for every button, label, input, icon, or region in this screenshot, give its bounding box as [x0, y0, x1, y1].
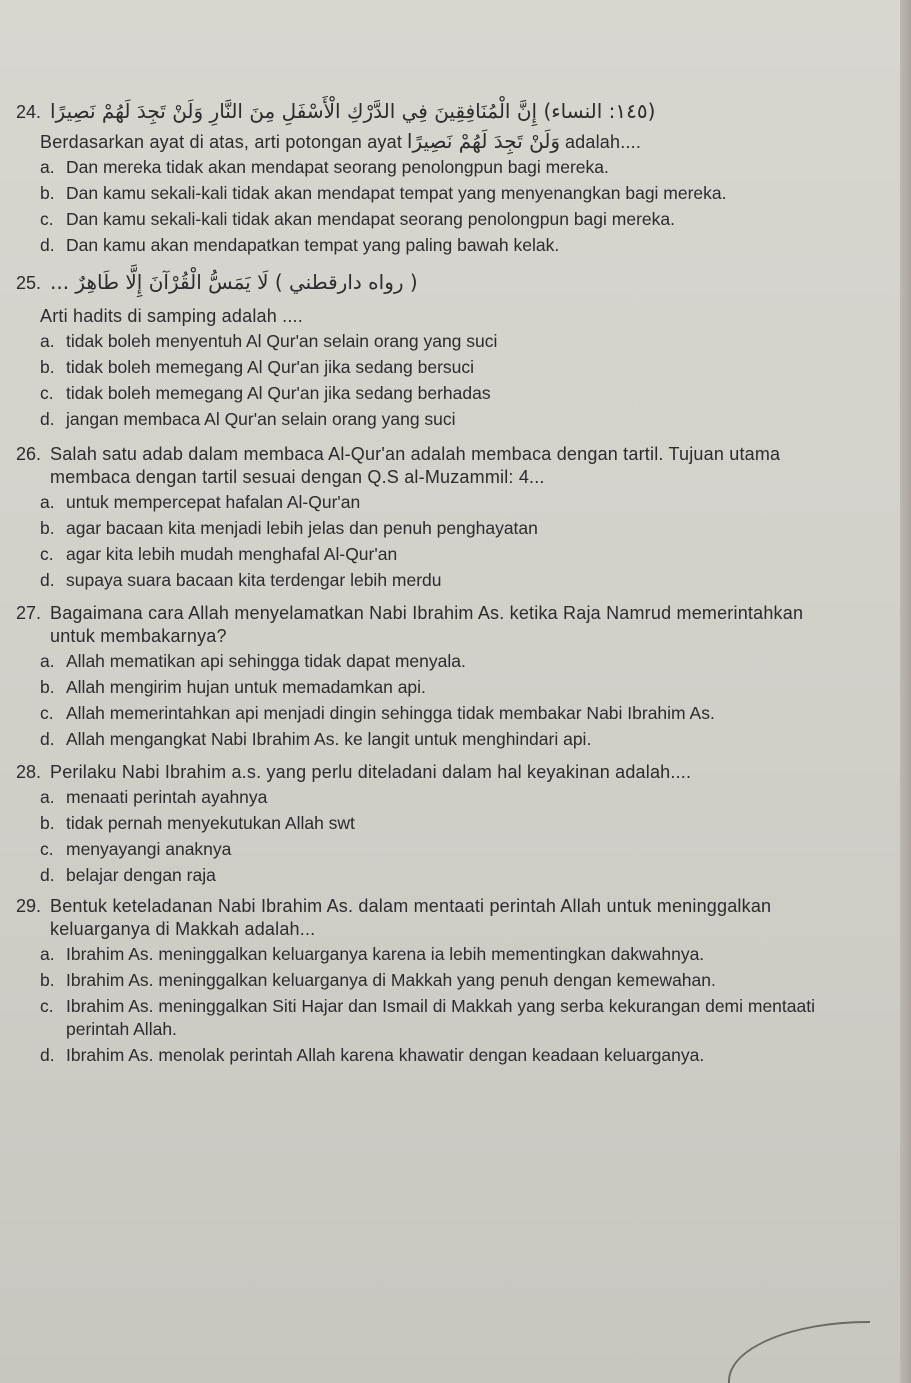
- question-number: 25.: [16, 273, 42, 293]
- question-26: [16, 443, 826, 592]
- option-text: jangan membaca Al Qur'an selain orang yang suci: [66, 409, 456, 429]
- option-text: Ibrahim As. menolak perintah Allah karena khawatir dengan keadaan keluarganya.: [66, 1045, 705, 1065]
- option-letter: a.: [40, 157, 55, 177]
- question-28: [16, 761, 826, 887]
- question-text: Arti hadits di samping adalah ....: [40, 306, 303, 326]
- paper-edge: [900, 0, 911, 1383]
- option-b[interactable]: [16, 812, 826, 835]
- option-a[interactable]: [16, 491, 826, 514]
- question-27: [16, 602, 826, 751]
- question-number: 24.: [16, 102, 42, 122]
- option-letter: b.: [40, 357, 55, 377]
- option-text: tidak boleh memegang Al Qur'an jika sedang bersuci: [66, 357, 475, 377]
- option-b[interactable]: [16, 676, 826, 699]
- options-list: [16, 786, 826, 887]
- option-c[interactable]: [16, 838, 826, 861]
- option-letter: c.: [40, 209, 54, 229]
- option-text: Dan mereka tidak akan mendapat seorang penolongpun bagi mereka.: [66, 157, 609, 177]
- option-text: tidak boleh menyentuh Al Qur'an selain orang yang suci: [66, 331, 498, 351]
- option-letter: c.: [40, 996, 54, 1016]
- option-letter: c.: [40, 383, 54, 403]
- option-letter: d.: [40, 235, 55, 255]
- option-d[interactable]: [16, 569, 826, 592]
- question-number: 29.: [16, 896, 42, 916]
- options-list: [16, 330, 826, 431]
- option-letter: a.: [40, 651, 55, 671]
- option-a[interactable]: [16, 330, 826, 353]
- option-letter: b.: [40, 970, 55, 990]
- options-list: [16, 943, 826, 1067]
- option-letter: b.: [40, 518, 55, 538]
- option-letter: d.: [40, 865, 55, 885]
- option-a[interactable]: [16, 786, 826, 809]
- option-letter: d.: [40, 1045, 55, 1065]
- option-text: Ibrahim As. meninggalkan Siti Hajar dan Ismail di Makkah yang serba kekurangan demi mentaati perintah Allah.: [66, 996, 815, 1039]
- option-b[interactable]: [16, 182, 826, 205]
- option-text: supaya suara bacaan kita terdengar lebih merdu: [66, 570, 442, 590]
- option-letter: b.: [40, 183, 55, 203]
- option-a[interactable]: [16, 943, 826, 966]
- option-d[interactable]: [16, 408, 826, 431]
- question-number: 26.: [16, 444, 42, 464]
- option-text: Allah mengangkat Nabi Ibrahim As. ke langit untuk menghindari api.: [66, 729, 592, 749]
- question-29: [16, 895, 826, 1067]
- option-d[interactable]: [16, 864, 826, 887]
- option-text: Ibrahim As. meninggalkan keluarganya di Makkah yang penuh dengan kemewahan.: [66, 970, 716, 990]
- arabic-hadith: ( رواه دارقطني ) لَا يَمَسُّ الْقُرْآنَ إِلَّا طَاهِرٌ ...: [50, 270, 418, 294]
- option-text: tidak boleh memegang Al Qur'an jika sedang berhadas: [66, 383, 491, 403]
- option-letter: b.: [40, 813, 55, 833]
- option-a[interactable]: [16, 650, 826, 673]
- option-d[interactable]: [16, 234, 826, 257]
- question-number: 28.: [16, 762, 42, 782]
- option-text: Dan kamu sekali-kali tidak akan mendapat tempat yang menyenangkan bagi mereka.: [66, 183, 727, 203]
- question-text: Salah satu adab dalam membaca Al-Qur'an adalah membaca dengan tartil. Tujuan utama membaca dengan tartil sesuai dengan Q.S al-Muzammil: 4...: [50, 444, 781, 487]
- option-b[interactable]: [16, 517, 826, 540]
- option-letter: c.: [40, 544, 54, 564]
- question-text-after: adalah....: [564, 132, 642, 152]
- option-c[interactable]: [16, 995, 826, 1041]
- options-list: [16, 156, 826, 257]
- option-c[interactable]: [16, 543, 826, 566]
- option-text: untuk mempercepat hafalan Al-Qur'an: [66, 492, 361, 512]
- question-text-before: Berdasarkan ayat di atas, arti potongan ayat: [40, 132, 403, 152]
- option-c[interactable]: [16, 382, 826, 405]
- option-d[interactable]: [16, 1044, 826, 1067]
- question-text: Bentuk keteladanan Nabi Ibrahim As. dalam mentaati perintah Allah untuk meninggalkan keluarganya di Makkah adalah...: [50, 896, 772, 939]
- option-letter: b.: [40, 677, 55, 697]
- option-d[interactable]: [16, 728, 826, 751]
- option-letter: d.: [40, 729, 55, 749]
- options-list: [16, 650, 826, 751]
- question-24: [16, 100, 826, 257]
- option-a[interactable]: [16, 156, 826, 179]
- option-text: Allah mematikan api sehingga tidak dapat menyala.: [66, 651, 466, 671]
- option-text: menaati perintah ayahnya: [66, 787, 268, 807]
- option-text: agar bacaan kita menjadi lebih jelas dan penuh penghayatan: [66, 518, 538, 538]
- option-letter: a.: [40, 787, 55, 807]
- option-text: Dan kamu sekali-kali tidak akan mendapat seorang penolongpun bagi mereka.: [66, 209, 675, 229]
- option-letter: a.: [40, 944, 55, 964]
- option-b[interactable]: [16, 969, 826, 992]
- option-letter: d.: [40, 570, 55, 590]
- question-number: 27.: [16, 603, 42, 623]
- page-curl: [728, 1321, 870, 1383]
- question-text: Perilaku Nabi Ibrahim a.s. yang perlu diteladani dalam hal keyakinan adalah....: [50, 762, 692, 782]
- option-text: Allah mengirim hujan untuk memadamkan api.: [66, 677, 426, 697]
- option-text: belajar dengan raja: [66, 865, 216, 885]
- question-text: [16, 130, 826, 154]
- options-list: [16, 491, 826, 592]
- option-letter: c.: [40, 703, 54, 723]
- option-c[interactable]: [16, 208, 826, 231]
- option-text: tidak pernah menyekutukan Allah swt: [66, 813, 355, 833]
- option-text: Ibrahim As. meninggalkan keluarganya karena ia lebih mementingkan dakwahnya.: [66, 944, 705, 964]
- option-letter: a.: [40, 331, 55, 351]
- option-text: Allah memerintahkan api menjadi dingin sehingga tidak membakar Nabi Ibrahim As.: [66, 703, 715, 723]
- arabic-inline: وَلَنْ تَجِدَ لَهُمْ نَصِيرًا: [406, 129, 561, 153]
- question-25: [16, 271, 826, 431]
- arabic-verse: (١٤٥: النساء) إِنَّ الْمُنَافِقِينَ فِي الدَّرْكِ الْأَسْفَلِ مِنَ النَّارِ وَلَنْ تَجِدَ لَهُمْ نَصِيرًا: [50, 99, 656, 123]
- option-text: Dan kamu akan mendapatkan tempat yang paling bawah kelak.: [66, 235, 560, 255]
- option-letter: a.: [40, 492, 55, 512]
- exam-content: [16, 100, 826, 1070]
- option-b[interactable]: [16, 356, 826, 379]
- option-c[interactable]: [16, 702, 826, 725]
- question-text: Bagaimana cara Allah menyelamatkan Nabi Ibrahim As. ketika Raja Namrud memerintahkan untuk membakarnya?: [50, 603, 804, 646]
- option-text: menyayangi anaknya: [66, 839, 232, 859]
- option-letter: d.: [40, 409, 55, 429]
- option-text: agar kita lebih mudah menghafal Al-Qur'an: [66, 544, 398, 564]
- option-letter: c.: [40, 839, 54, 859]
